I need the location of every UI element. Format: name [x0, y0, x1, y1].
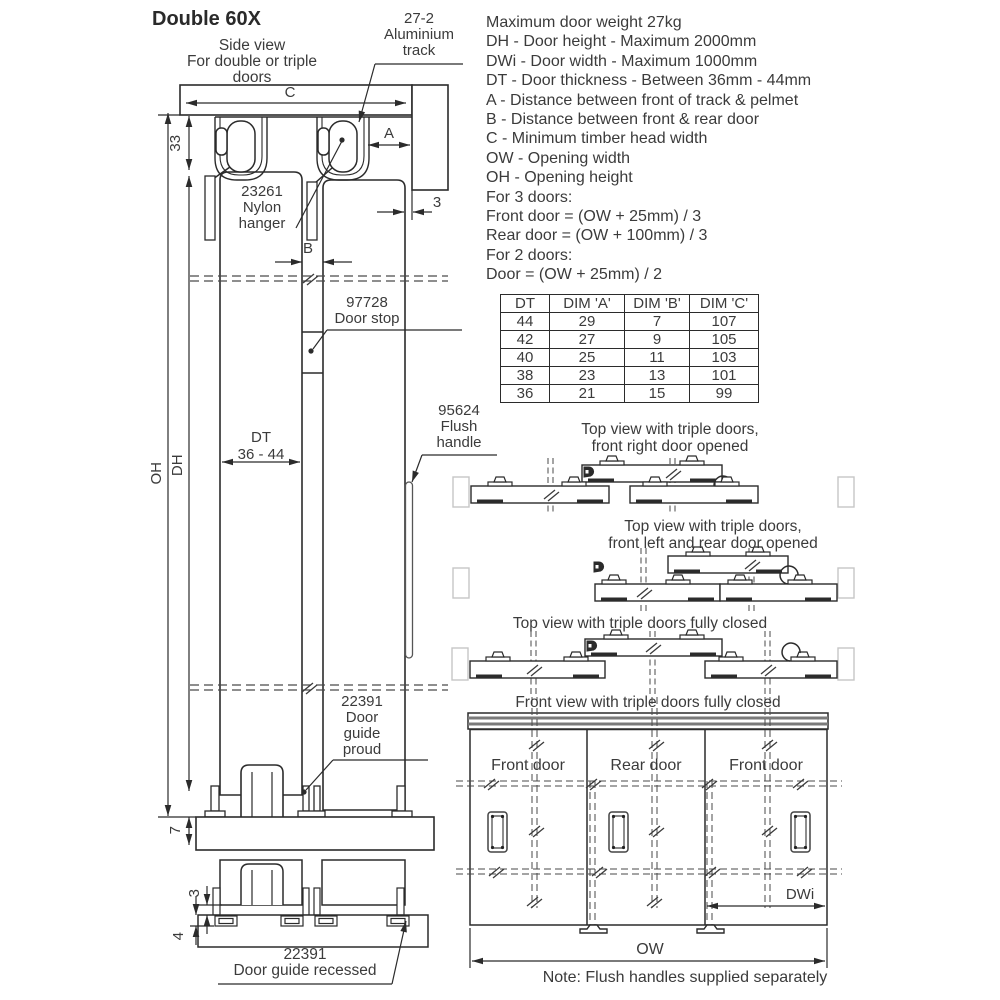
spec-line: DH - Door height - Maximum 2000mm	[486, 33, 757, 51]
spec-line: Front door = (OW + 25mm) / 3	[486, 208, 702, 226]
table-cell: 42	[501, 331, 550, 349]
table-header-cell: DT	[501, 295, 550, 313]
track-part-name1: Aluminium	[383, 26, 455, 43]
spec-line: OH - Opening height	[486, 169, 633, 187]
hanger-part-name1: Nylon	[242, 199, 282, 216]
guide-proud-part-name1: Door	[345, 709, 379, 726]
door-guide-proud-block	[241, 765, 283, 817]
dim-7-label: 7	[166, 826, 184, 835]
door-stop-part-name: Door stop	[334, 310, 400, 327]
dim-4-label: 4	[169, 932, 187, 941]
table-cell: 29	[550, 313, 625, 331]
front-view-title: Front view with triple doors fully closed	[515, 694, 781, 711]
door-stop-part-label	[317, 295, 417, 327]
top-view-2-title-line1: Top view with triple doors,	[624, 518, 802, 535]
flush-handle-front	[488, 812, 507, 852]
pelmet	[412, 85, 448, 190]
flush-handle-part-label	[409, 403, 509, 451]
table-cell: 103	[690, 349, 759, 367]
table-row	[501, 349, 759, 367]
table-header-cell: DIM 'A'	[550, 295, 625, 313]
floor-slab	[196, 817, 434, 850]
spec-line: For 2 doors:	[486, 246, 573, 264]
table-row	[501, 367, 759, 385]
flush-handle-part-number: 95624	[438, 402, 480, 419]
dim-ow-label: OW	[636, 941, 664, 958]
spec-line: For 3 doors:	[486, 188, 573, 206]
dim-a-label: A	[383, 125, 394, 142]
dim-b-label: B	[302, 240, 313, 257]
top-view-2-title	[563, 518, 863, 552]
top-view-2-drawing	[453, 547, 854, 612]
front-door-label: Front door	[491, 757, 565, 774]
table-row	[501, 385, 759, 403]
dim-33-label: 33	[166, 134, 184, 152]
top-view-1-title-line1: Top view with triple doors,	[581, 421, 759, 438]
table-cell: 107	[690, 313, 759, 331]
flush-handle-groove	[406, 482, 413, 658]
table-cell: 27	[550, 331, 625, 349]
table-row	[501, 313, 759, 331]
wall-jamb	[838, 568, 854, 598]
table-cell: 105	[690, 331, 759, 349]
wall-jamb	[838, 648, 854, 680]
spec-line: DWi - Door width - Maximum 1000mm	[486, 52, 758, 70]
guide-recessed-part-label	[205, 947, 405, 979]
spec-line: OW - Opening width	[486, 149, 631, 167]
flush-handle-part-name2: handle	[436, 434, 482, 451]
hanger-part-label	[212, 184, 312, 232]
flush-handle-front	[791, 812, 810, 852]
bottom-door-guide	[580, 925, 607, 933]
spec-line: B - Distance between front & rear door	[486, 111, 760, 129]
table-cell: 99	[690, 385, 759, 403]
dim-3-bottom-label: 3	[185, 889, 203, 898]
dim-dt-range-label: 36 - 44	[237, 446, 285, 463]
side-view-caption-line2: For double or triple doors	[186, 53, 318, 86]
table-cell: 40	[501, 349, 550, 367]
table-cell: 25	[550, 349, 625, 367]
spec-list	[486, 13, 811, 285]
page-title: Double 60X	[152, 8, 261, 30]
spec-line: A - Distance between front of track & pelmet	[486, 91, 799, 109]
table-cell: 36	[501, 385, 550, 403]
table-header-cell: DIM 'C'	[690, 295, 759, 313]
dim-dt-label: DT	[251, 429, 271, 446]
table-cell: 38	[501, 367, 550, 385]
top-view-3-title: Top view with triple doors fully closed	[512, 615, 768, 632]
top-view-1-drawing	[453, 456, 854, 512]
wall-jamb	[453, 477, 469, 507]
guide-proud-part-label	[312, 694, 412, 758]
dim-3-top-label: 3	[432, 194, 442, 211]
top-view-1-title	[520, 421, 820, 455]
wall-jamb	[453, 568, 469, 598]
dim-oh-label: OH	[147, 462, 165, 485]
table-cell: 9	[625, 331, 690, 349]
dim-c-label: C	[284, 84, 296, 101]
guide-proud-part-name2: guide	[343, 725, 381, 742]
table-cell: 15	[625, 385, 690, 403]
guide-proud-part-name3: proud	[342, 741, 382, 758]
front-view-track	[468, 713, 828, 729]
recessed-guide-detail	[198, 860, 428, 947]
spec-line: Maximum door weight 27kg	[486, 14, 682, 31]
side-view-caption-line1: Side view	[218, 37, 286, 54]
table-cell: 44	[501, 313, 550, 331]
table-cell: 23	[550, 367, 625, 385]
track-part-number: 27-2	[403, 10, 435, 27]
table-row	[501, 331, 759, 349]
dim-dh-label: DH	[168, 454, 186, 477]
footer-note: Note: Flush handles supplied separately	[542, 969, 828, 986]
hanger-part-number: 23261	[241, 183, 283, 200]
table-cell: 13	[625, 367, 690, 385]
wall-jamb	[452, 648, 468, 680]
flush-handle-part-name1: Flush	[440, 418, 478, 435]
spec-line: DT - Door thickness - Between 36mm - 44mm	[486, 72, 812, 90]
door-stop-part-number: 97728	[346, 294, 388, 311]
table-header-cell: DIM 'B'	[625, 295, 690, 313]
track-part-name2: track	[402, 42, 436, 59]
spec-line: Door = (OW + 25mm) / 2	[486, 266, 663, 284]
guide-recessed-part-number: 22391	[283, 946, 327, 963]
spec-line: C - Minimum timber head width	[486, 130, 708, 148]
front-door-label: Front door	[729, 757, 803, 774]
table-header-row	[501, 295, 759, 313]
side-view-caption	[177, 38, 327, 86]
hanger-part-name2: hanger	[238, 215, 286, 232]
wall-jamb	[838, 477, 854, 507]
track-part-label	[369, 11, 469, 59]
top-view-3-drawing	[452, 630, 854, 697]
top-view-2-title-line2: front left and rear door opened	[608, 535, 818, 552]
top-view-1-title-line2: front right door opened	[591, 438, 749, 455]
front-door-panel	[220, 172, 302, 795]
bottom-door-guide	[697, 925, 724, 933]
table-cell: 11	[625, 349, 690, 367]
guide-recessed-part-name: Door guide recessed	[233, 962, 377, 979]
spec-line: Rear door = (OW + 100mm) / 3	[486, 227, 708, 245]
table-cell: 7	[625, 313, 690, 331]
table-cell: 21	[550, 385, 625, 403]
flush-handle-front	[609, 812, 628, 852]
front-view-drawing	[456, 697, 842, 968]
dim-dwi-label: DWi	[785, 886, 815, 903]
guide-proud-part-number: 22391	[341, 693, 383, 710]
table-cell: 101	[690, 367, 759, 385]
rear-door-label: Rear door	[610, 757, 682, 774]
dimension-table	[500, 294, 759, 403]
